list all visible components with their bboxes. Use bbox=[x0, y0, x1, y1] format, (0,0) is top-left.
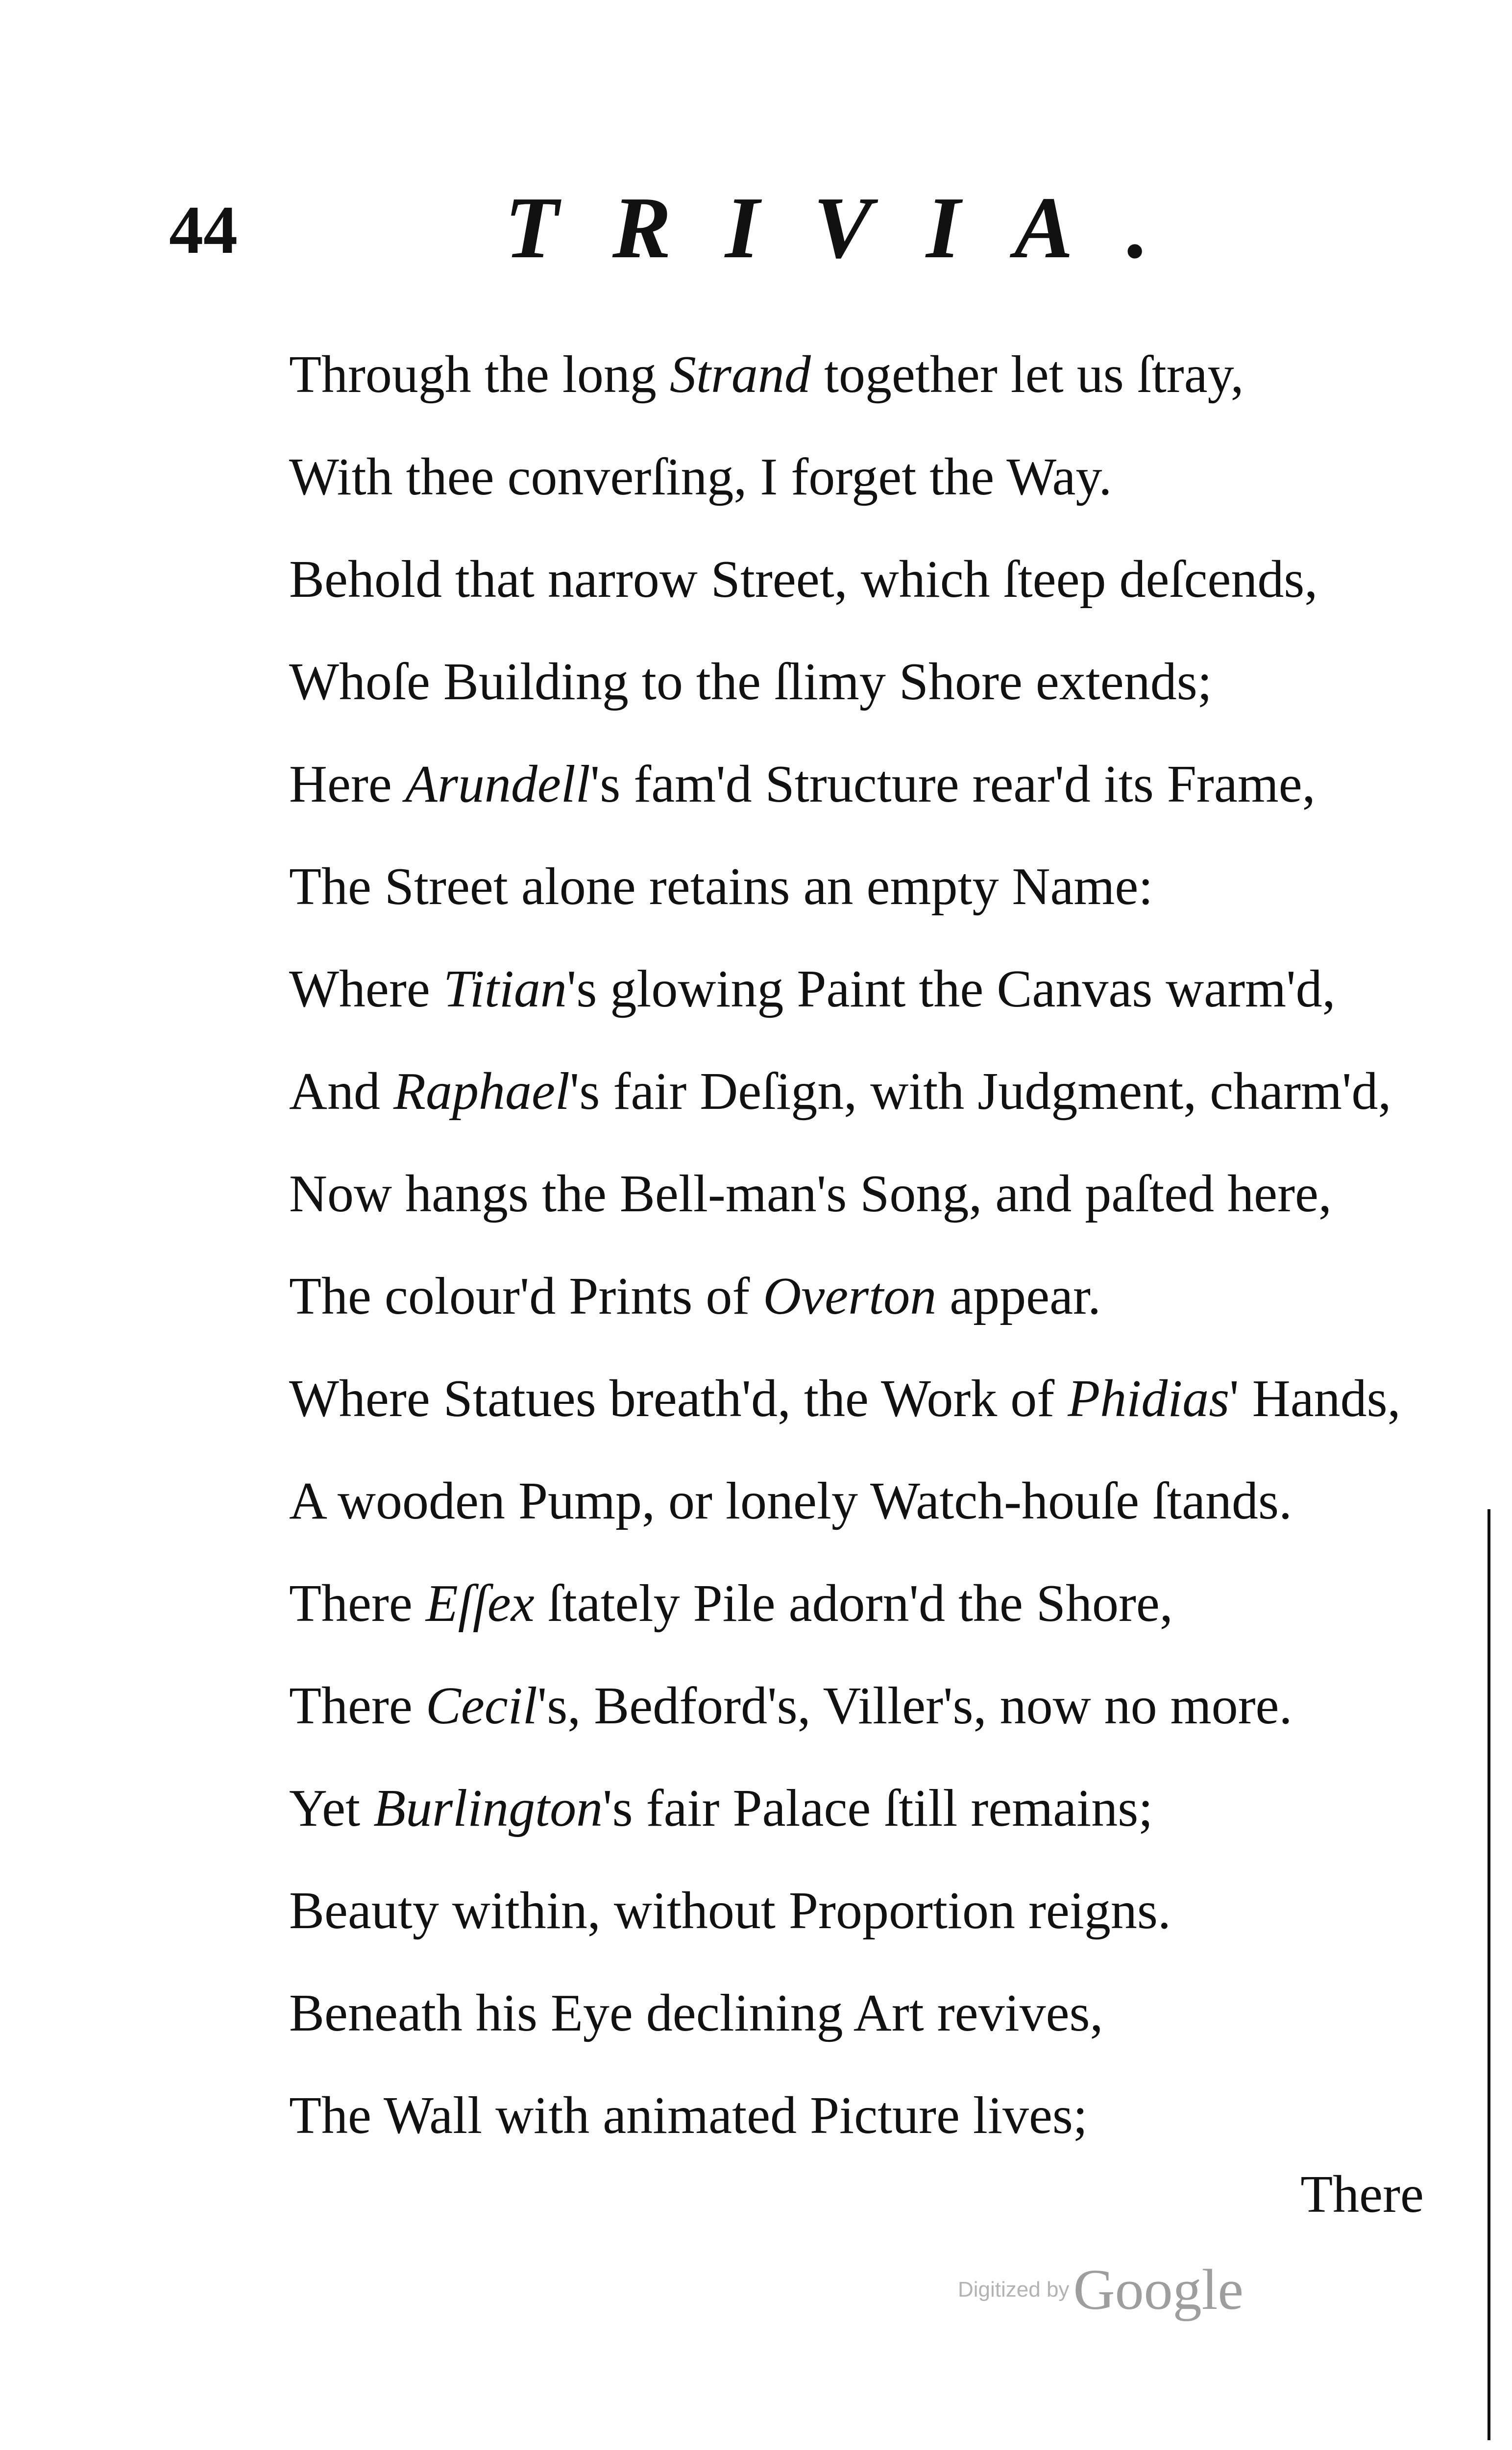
poem-line: The Street alone retains an empty Name: bbox=[289, 858, 1153, 916]
poem-line: Beneath his Eye declining Art revives, bbox=[289, 1984, 1103, 2042]
poem-line: There Cecil's, Bedford's, Viller's, now no more. bbox=[289, 1677, 1293, 1735]
watermark-prefix: Digitized by bbox=[958, 2278, 1070, 2302]
poem-line: Behold that narrow Street, which ſteep deſcends, bbox=[289, 550, 1318, 609]
running-title: TRIVIA. bbox=[505, 179, 1203, 276]
poem-line: There Eſſex ſtately Pile adorn'd the Shore, bbox=[289, 1574, 1173, 1633]
poem-line: The colour'd Prints of Overton appear. bbox=[289, 1267, 1101, 1325]
page-number: 44 bbox=[169, 192, 238, 268]
digitized-watermark bbox=[958, 2256, 1244, 2323]
poem-line: With thee converſing, I forget the Way. bbox=[289, 448, 1112, 506]
poem-line: A wooden Pump, or lonely Watch-houſe ſtands. bbox=[289, 1472, 1293, 1530]
poem-line: Where Titian's glowing Paint the Canvas warm'd, bbox=[289, 960, 1336, 1018]
catchword: There bbox=[1300, 2165, 1424, 2224]
poem-line: Yet Burlington's fair Palace ſtill remains; bbox=[289, 1779, 1153, 1838]
poem-line: Now hangs the Bell-man's Song, and paſted here, bbox=[289, 1165, 1332, 1223]
poem-line: The Wall with animated Picture lives; bbox=[289, 2086, 1088, 2145]
poem-line: Where Statues breath'd, the Work of Phidias' Hands, bbox=[289, 1370, 1401, 1428]
watermark-logo: Google bbox=[1073, 2257, 1244, 2322]
poem-line: Here Arundell's fam'd Structure rear'd its Frame, bbox=[289, 755, 1316, 813]
poem-text bbox=[289, 338, 1401, 2181]
poem-line: Through the long Strand together let us ſtray, bbox=[289, 345, 1244, 404]
poem-line: Beauty within, without Proportion reigns. bbox=[289, 1882, 1171, 1940]
poem-line: Whoſe Building to the ſlimy Shore extends; bbox=[289, 653, 1212, 711]
page-edge-line bbox=[1488, 1509, 1490, 2440]
poem-line: And Raphael's fair Deſign, with Judgment, charm'd, bbox=[289, 1062, 1391, 1121]
